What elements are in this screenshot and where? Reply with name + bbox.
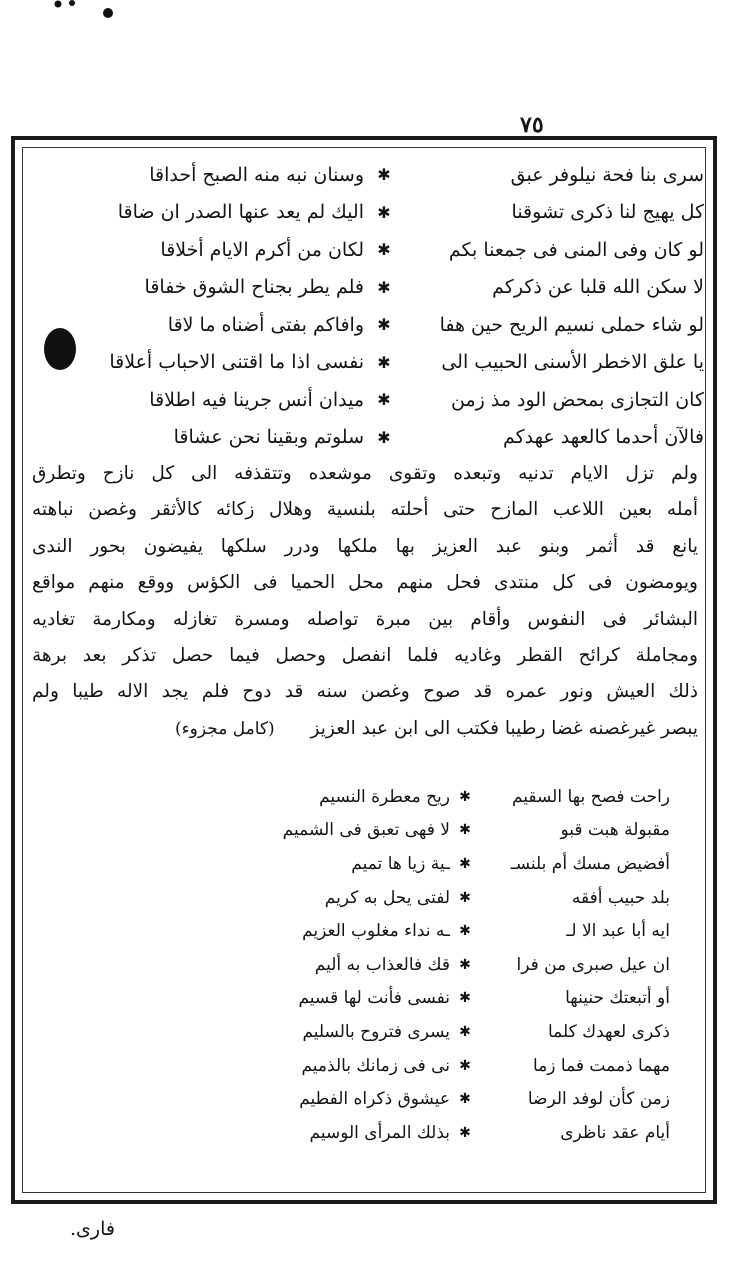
hemistich-second: ـية زيا ها تميم xyxy=(351,853,450,874)
verse-line xyxy=(150,914,670,948)
hemistich-first: ذكرى لعهدك كلما xyxy=(547,1021,670,1042)
verse-separator-icon: ✱ xyxy=(377,165,391,185)
verse-separator-icon: ✱ xyxy=(459,855,471,872)
verse-line xyxy=(26,156,704,194)
verse-separator-icon: ✱ xyxy=(459,923,471,940)
hemistich-second: ميدان أنس جرينا فيه اطلاقا xyxy=(149,388,364,411)
hemistich-second: لفتى يحل به كريم xyxy=(324,887,450,908)
page-text xyxy=(26,156,704,747)
verse-separator-icon: ✱ xyxy=(459,1091,471,1108)
prose-line: يانع قد أثمر وبنو عبد العزيز بها ملكها ودرر سلكها يفيضون بحور الندى xyxy=(32,535,698,557)
prose-line: أمله بعين اللاعب المازح حتى أحلته بلنسية وهلال زكائه كالأثقر وغصن نباهته xyxy=(32,499,698,521)
hemistich-second: نى فى زمانك بالذميم xyxy=(301,1055,450,1076)
hemistich-second: نفسى فأنت لها قسيم xyxy=(298,988,450,1009)
hemistich-first: زمن كأن لوفد الرضا xyxy=(527,1089,670,1110)
hemistich-second: بذلك المرأى الوسيم xyxy=(309,1122,450,1143)
verse-separator-icon: ✱ xyxy=(459,956,471,973)
hemistich-first: يا علق الاخطر الأسنى الحبيب الى xyxy=(441,351,704,374)
hemistich-second: ريح معطرة النسيم xyxy=(319,786,450,807)
verse-separator-icon: ✱ xyxy=(459,889,471,906)
hemistich-second: لا فهى تعبق فى الشميم xyxy=(282,820,450,841)
hemistich-first: سرى بنا فحة نيلوفر عبق xyxy=(510,163,704,186)
hemistich-second: فلم يطر بجناح الشوق خفاقا xyxy=(144,276,364,299)
verse-separator-icon: ✱ xyxy=(377,315,391,335)
verse-separator-icon: ✱ xyxy=(459,788,471,805)
verse-separator-icon: ✱ xyxy=(459,822,471,839)
hemistich-second: وسنان نبه منه الصبح أحداقا xyxy=(149,163,364,186)
page-number: ٧٥ xyxy=(520,112,544,138)
verse-separator-icon: ✱ xyxy=(377,427,391,447)
hemistich-second: عيشوق ذكراه الفطيم xyxy=(299,1089,450,1110)
hemistich-first: بلد حبيب أفقه xyxy=(571,887,670,908)
verse-separator-icon: ✱ xyxy=(377,352,391,372)
verse-separator-icon: ✱ xyxy=(377,277,391,297)
hemistich-second: وافاكم بفتى أضناه ما لاقا xyxy=(167,313,364,336)
hemistich-first: أو أتبعتك حنينها xyxy=(565,988,670,1009)
hemistich-first: ان عيل صبرى من فرا xyxy=(516,954,670,975)
hemistich-first: لو كان وفى المنى فى جمعنا بكم xyxy=(448,238,704,261)
hemistich-second: يسرى فتروح بالسليم xyxy=(302,1021,450,1042)
verse-separator-icon: ✱ xyxy=(377,240,391,260)
verse-line xyxy=(150,1116,670,1150)
verse-separator-icon: ✱ xyxy=(459,1124,471,1141)
poem-second xyxy=(150,780,670,1150)
hemistich-first: فالآن أحدما كالعهد عهدكم xyxy=(502,426,704,449)
verse-line xyxy=(150,948,670,982)
hemistich-first: مهما ذممت فما زما xyxy=(533,1055,670,1076)
hemistich-second: سلوتم وبقينا نحن عشاقا xyxy=(173,426,364,449)
hemistich-first: مقبولة هبت قبو xyxy=(560,820,670,841)
verse-line xyxy=(26,306,704,344)
verse-separator-icon: ✱ xyxy=(459,1023,471,1040)
hemistich-second: نفسى اذا ما اقتنى الاحباب أعلاقا xyxy=(109,351,364,374)
verse-line xyxy=(150,1049,670,1083)
hemistich-first: لا سكن الله قلبا عن ذكركم xyxy=(492,276,704,299)
poem-first xyxy=(26,156,704,456)
verse-separator-icon: ✱ xyxy=(459,990,471,1007)
hemistich-first: ايه أبا عبد الا لـ xyxy=(566,921,670,942)
prose-line: ولم تزل الايام تدنيه وتبعده وتقوى موشعده وتتقذفه الى كل نازح وتطرق xyxy=(32,463,698,484)
verse-separator-icon: ✱ xyxy=(459,1057,471,1074)
catchword: فارى. xyxy=(70,1218,115,1240)
hemistich-first: أفضيض مسك أم بلنسـ xyxy=(510,853,670,874)
verse-line xyxy=(150,1082,670,1116)
verse-line xyxy=(150,982,670,1016)
hemistich-second: قك فالعذاب به أليم xyxy=(314,954,450,975)
verse-line xyxy=(26,381,704,419)
prose-line: ذلك العيش ونور عمره قد صوح وغصن سنه قد دوح فلم يجد الاله طيبا ولم xyxy=(32,681,698,703)
verse-line xyxy=(150,780,670,814)
verse-line xyxy=(150,814,670,848)
verse-separator-icon: ✱ xyxy=(377,202,391,222)
hemistich-second: ـه نداء مغلوب العزيم xyxy=(302,921,450,942)
verse-line xyxy=(150,847,670,881)
prose-line: ومجاملة كرائح القطر وغاديه فلما انفصل وحصل فيما حصل تذكر بعد برهة xyxy=(32,644,698,666)
verse-line xyxy=(26,194,704,232)
hemistich-first: أيام عقد ناظرى xyxy=(560,1122,670,1143)
prose-paragraph xyxy=(26,456,704,747)
meter-note: (كامل مجزوء) xyxy=(175,718,275,739)
verse-line xyxy=(26,231,704,269)
prose-line: ويومضون فى كل منتدى فحل منهم محل الحميا فى الكؤس ووقع منهم مواقع xyxy=(32,572,698,594)
hemistich-first: لو شاء حملى نسيم الريح حين هفا xyxy=(439,313,704,336)
verse-line xyxy=(150,1015,670,1049)
hemistich-first: كل يهيج لنا ذكرى تشوقنا xyxy=(511,201,704,224)
hemistich-second: اليك لم يعد عنها الصدر ان ضاقا xyxy=(117,201,364,224)
hemistich-first: راحت فصح بها السقيم xyxy=(511,786,670,807)
ink-specks xyxy=(50,0,130,28)
verse-line xyxy=(26,344,704,382)
verse-line xyxy=(26,269,704,307)
prose-line-text: يبصر غيرغصنه غضا رطيبا فكتب الى ابن عبد العزيز xyxy=(310,717,698,739)
prose-line-last xyxy=(26,711,704,747)
verse-line xyxy=(26,419,704,457)
prose-line: البشائر فى النفوس وأقام بين مبرة تواصله ومسرة تغازله ومكارمة تغاديه xyxy=(32,608,698,630)
hemistich-first: كان التجازى بمحض الود مذ زمن xyxy=(450,388,704,411)
verse-separator-icon: ✱ xyxy=(377,390,391,410)
hemistich-second: لكان من أكرم الايام أخلاقا xyxy=(160,238,364,261)
verse-line xyxy=(150,881,670,915)
